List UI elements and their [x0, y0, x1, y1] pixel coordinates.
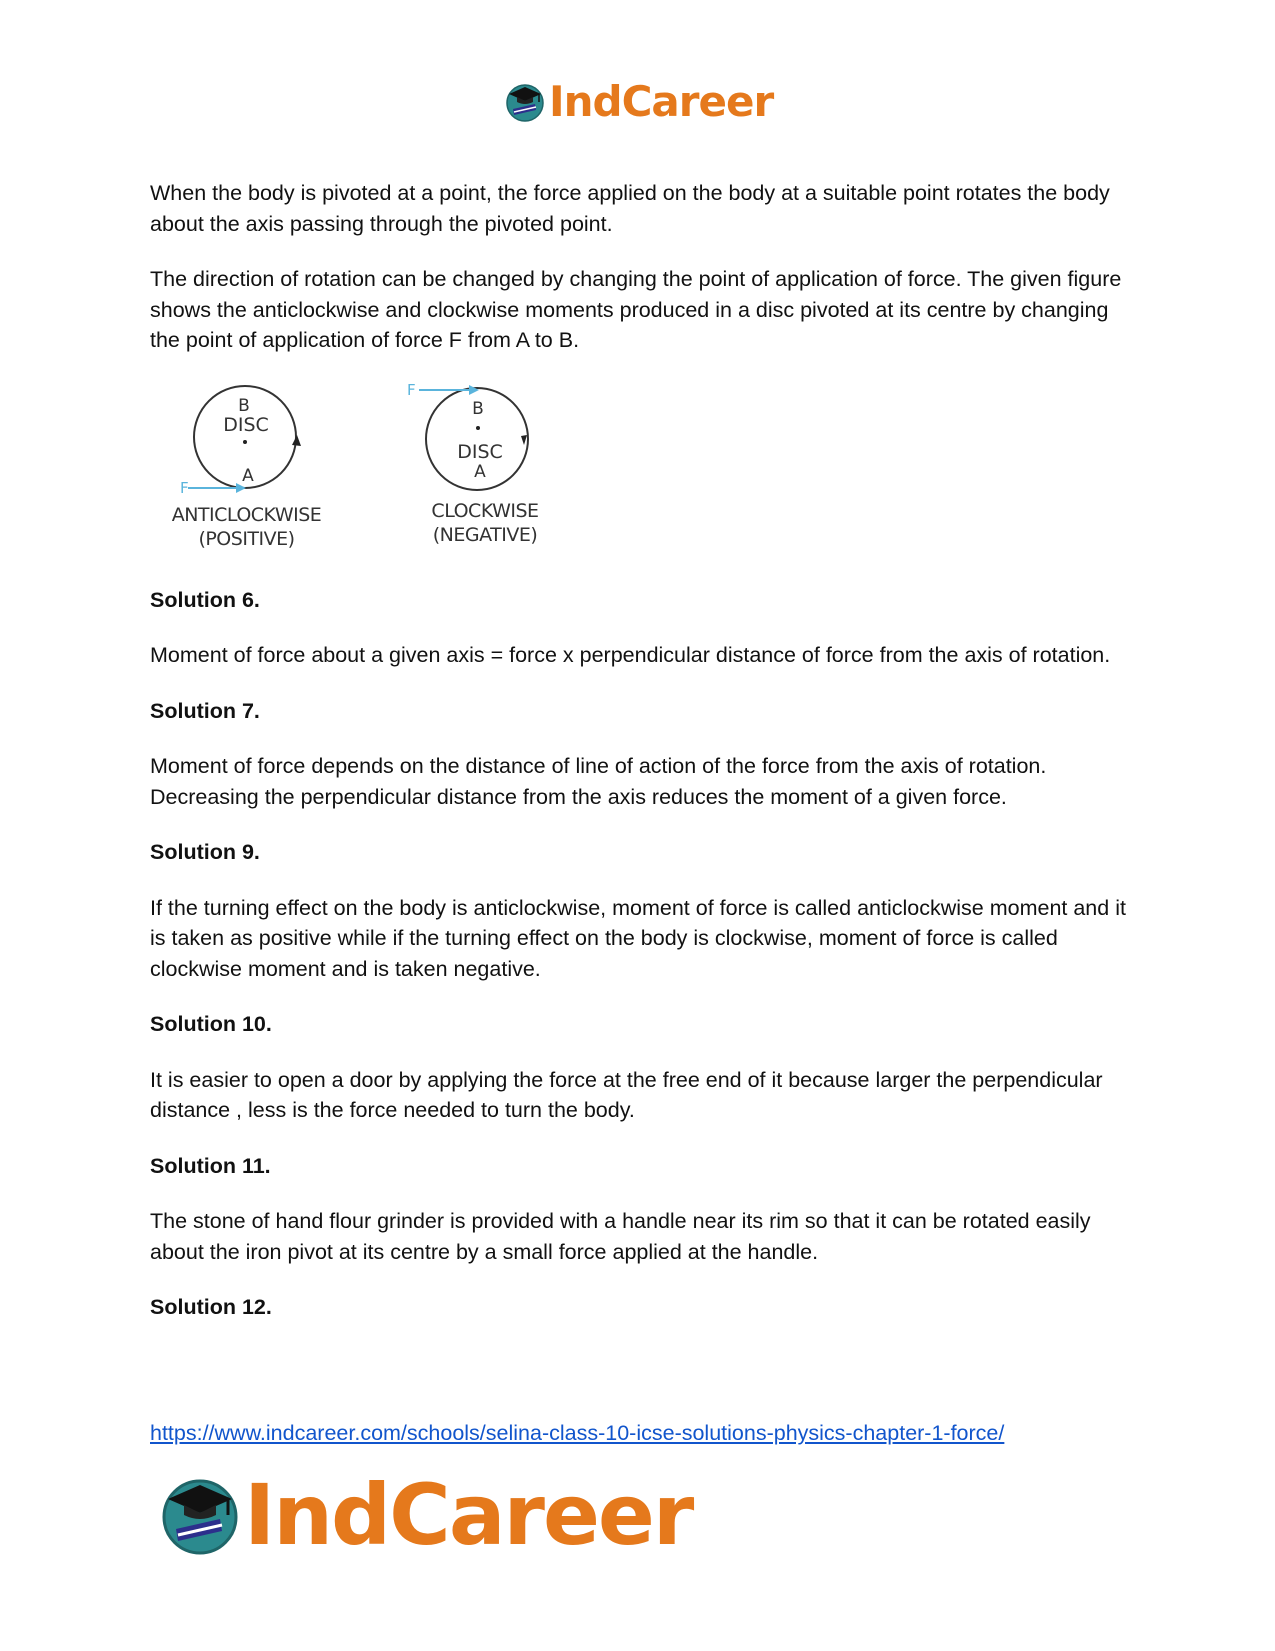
clockwise-caption [420, 499, 550, 547]
solution-7-text: Moment of force depends on the distance of line of action of the force from the axis of rotation. Decreasing the perpendicular distance from the axis reduces the moment of a given force. [150, 754, 1047, 809]
rotation-arrowhead [292, 435, 301, 446]
anticlockwise-disc-diagram [150, 381, 350, 501]
solution-9-heading: Solution 9. [150, 840, 260, 864]
force-label: F [180, 478, 189, 497]
clockwise-disc-diagram [405, 371, 565, 501]
solution-6-text: Moment of force about a given axis = force x perpendicular distance of force from the axis of rotation. [150, 643, 1111, 667]
force-label: F [407, 380, 416, 399]
graduation-cap-globe-icon [505, 82, 545, 122]
rotation-arrowhead [521, 435, 527, 445]
graduation-cap-globe-icon [160, 1475, 240, 1555]
footer-logo [160, 1466, 693, 1564]
source-link[interactable]: https://www.indcareer.com/schools/selina-class-10-icse-solutions-physics-chapter-1-force/ [150, 1421, 1005, 1445]
header-logo [505, 77, 774, 126]
disc-label-b: B [238, 395, 250, 416]
disc-label: DISC [223, 413, 269, 436]
brand-name: IndCareer [244, 1466, 693, 1564]
anticlockwise-caption [164, 503, 329, 551]
disc-label-b: B [472, 398, 484, 419]
disc-label-a: A [474, 461, 486, 482]
pivot-point [243, 440, 247, 444]
solution-6-heading: Solution 6. [150, 587, 260, 612]
solution-12-heading: Solution 12. [150, 1295, 272, 1319]
anticlockwise-caption-line2: (POSITIVE) [198, 527, 295, 550]
solution-10-text: It is easier to open a door by applying the force at the free end of it because larger the perpendicular distance , less is the force needed to turn the body. [150, 1067, 1103, 1122]
pivot-point [476, 426, 480, 430]
intro-paragraph-2: The direction of rotation can be changed by changing the point of application of force. The given figure shows the anticlockwise and clockwise moments produced in a disc pivoted at its centre by changing the point of application of force F from A to B. [150, 267, 1122, 352]
disc-label: DISC [457, 440, 503, 463]
solution-11-text: The stone of hand flour grinder is provided with a handle near its rim so that it can be rotated easily about the iron pivot at its centre by a small force applied at the handle. [150, 1209, 1091, 1264]
brand-name: IndCareer [549, 77, 774, 126]
disc-moment-figure [150, 381, 1135, 567]
clockwise-caption-line2: (NEGATIVE) [432, 523, 538, 546]
intro-paragraph-1: When the body is pivoted at a point, the force applied on the body at a suitable point rotates the body about the axis passing through the pivoted point. [150, 181, 1110, 236]
force-arrowhead [469, 385, 479, 395]
solution-11-heading: Solution 11. [150, 1153, 271, 1178]
anticlockwise-caption-line1: ANTICLOCKWISE [171, 503, 322, 526]
document-body [150, 178, 1135, 1348]
disc-label-a: A [242, 465, 254, 486]
solution-10-heading: Solution 10. [150, 1012, 272, 1036]
clockwise-caption-line1: CLOCKWISE [431, 499, 539, 522]
solution-9-text: If the turning effect on the body is anticlockwise, moment of force is called anticlockwise moment and it is taken as positive while if the turning effect on the body is clockwise, moment of force is called clockwise moment and is taken negative. [150, 895, 1126, 981]
solution-7-heading: Solution 7. [150, 698, 260, 723]
